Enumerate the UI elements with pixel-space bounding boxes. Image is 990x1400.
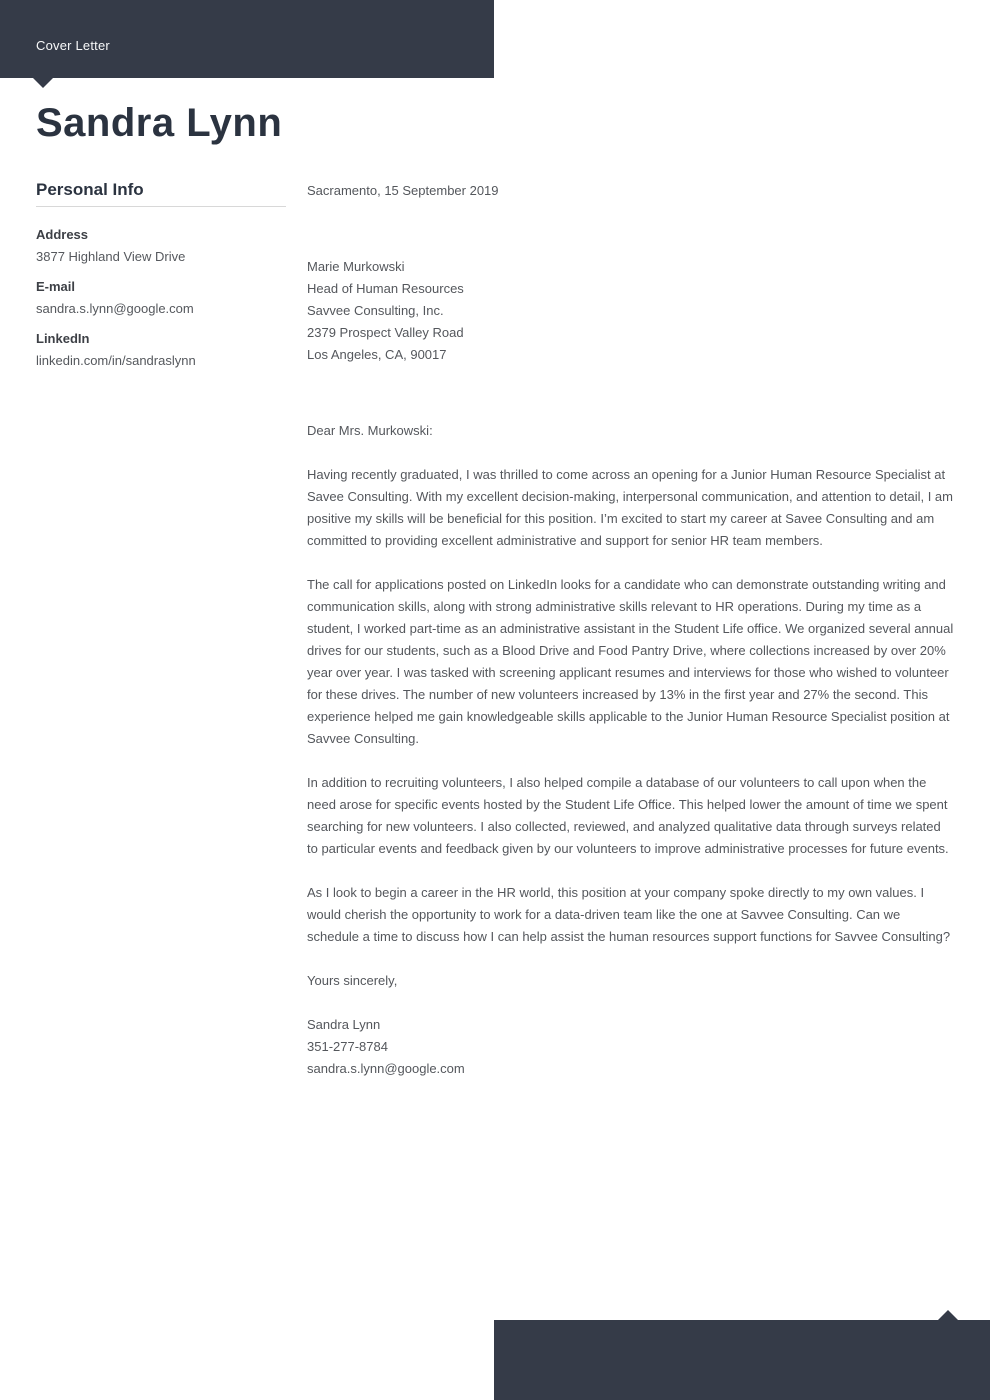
header-accent-block xyxy=(0,0,494,78)
signature-block xyxy=(307,1014,955,1080)
address-value: 3877 Highland View Drive xyxy=(36,249,186,264)
letter-body xyxy=(307,180,955,1080)
paragraph-3: In addition to recruiting volunteers, I also helped compile a database of our volunteers to call upon when the need arose for specific events hosted by the Student Life Office. This helped lower the amount of time we spent searching for new volunteers. I also collected, reviewed, and analyzed qualitative data through surveys related to particular events and feedback given by our volunteers to improve administrative processes for future events. xyxy=(307,775,949,856)
document-type-badge: Cover Letter xyxy=(36,38,110,53)
email-label: E-mail xyxy=(36,279,76,294)
linkedin-value: linkedin.com/in/sandraslynn xyxy=(36,353,196,368)
personal-info-items xyxy=(36,224,286,372)
linkedin-label: LinkedIn xyxy=(36,331,90,346)
recipient-title: Head of Human Resources xyxy=(307,281,464,296)
signature-phone: 351-277-8784 xyxy=(307,1039,388,1054)
recipient-city: Los Angeles, CA, 90017 xyxy=(307,347,447,362)
recipient-street: 2379 Prospect Valley Road xyxy=(307,325,464,340)
paragraph-2: The call for applications posted on LinkedIn looks for a candidate who can demonstrate outstanding writing and communication skills, along with strong administrative skills relevant to HR operations. During my time as a student, I worked part-time as an administrative assistant in the Student Life office. We organized several annual drives for our students, such as a Blood Drive and Food Pantry Drive, where collections increased by over 20% year over year. I was tasked with screening applicant resumes and interviews for those who wished to volunteer for these drives. The number of new volunteers increased by 13% in the first year and 27% the second. This experience helped me gain knowledgeable skills applicable to the Junior Human Resource Specialist position at Savvee Consulting. xyxy=(307,577,954,746)
info-group-address xyxy=(36,224,286,268)
address-label: Address xyxy=(36,227,89,242)
paragraph-1: Having recently graduated, I was thrilled to come across an opening for a Junior Human Resource Specialist at Savee Consulting. With my excellent decision-making, interpersonal communication, and attention to detail, I am positive my skills will be beneficial for this position. I’m excited to start my career at Savee Consulting and am committed to providing excellent administrative and support for senior HR team members. xyxy=(307,467,953,548)
recipient-company: Savvee Consulting, Inc. xyxy=(307,303,444,318)
signature-email: sandra.s.lynn@google.com xyxy=(307,1061,465,1076)
signature-name: Sandra Lynn xyxy=(307,1017,381,1032)
closing-line: Yours sincerely, xyxy=(307,973,398,988)
header-pointer-triangle xyxy=(33,78,53,88)
info-group-linkedin xyxy=(36,328,286,372)
footer-pointer-triangle xyxy=(938,1310,958,1320)
date-line: Sacramento, 15 September 2019 xyxy=(307,183,499,198)
info-group-email xyxy=(36,276,286,320)
footer-accent-block xyxy=(494,1320,990,1400)
page-title: Sandra Lynn xyxy=(36,101,283,145)
personal-info-sidebar xyxy=(36,180,286,380)
recipient-name: Marie Murkowski xyxy=(307,259,405,274)
recipient-block xyxy=(307,256,955,366)
email-value: sandra.s.lynn@google.com xyxy=(36,301,194,316)
paragraph-4: As I look to begin a career in the HR world, this position at your company spoke directly to my own values. I would cherish the opportunity to work for a data-driven team like the one at Savvee Consulting. Can we schedule a time to discuss how I can help assist the human resources support functions for Savvee Consulting? xyxy=(307,885,951,944)
personal-info-heading: Personal Info xyxy=(36,180,286,207)
salutation: Dear Mrs. Murkowski: xyxy=(307,423,433,438)
